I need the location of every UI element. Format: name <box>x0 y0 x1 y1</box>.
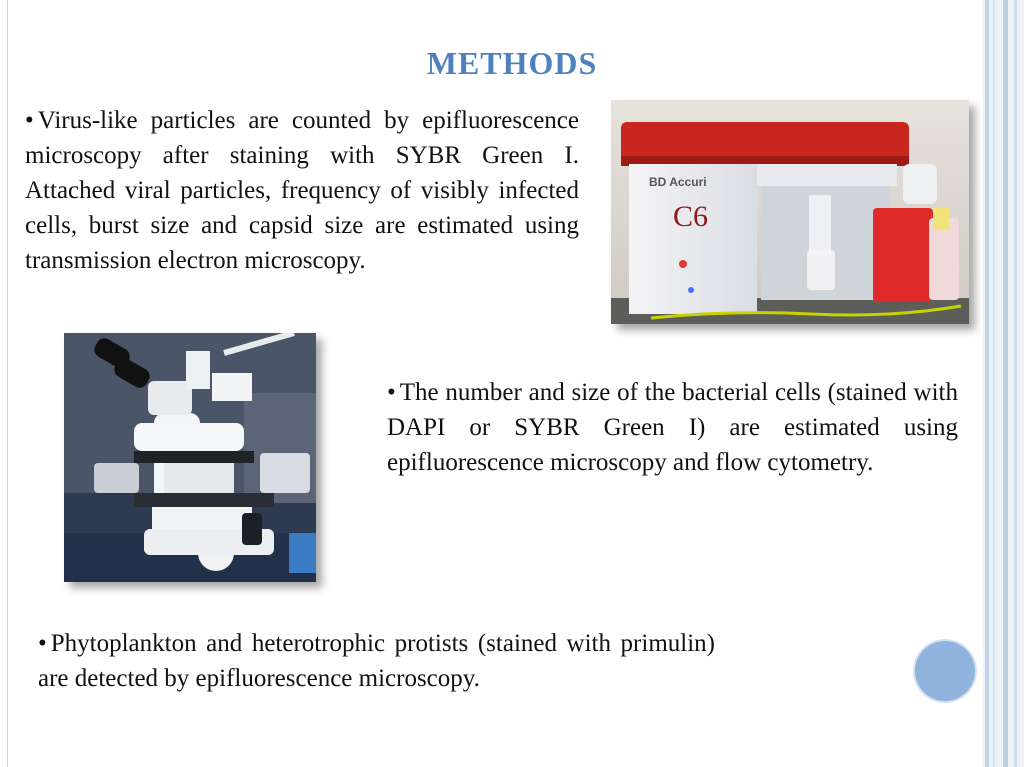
right-frame-line <box>1003 0 1008 767</box>
bullet-marker: • <box>387 379 396 406</box>
bullet-text: Virus-like particles are counted by epifluorescence microscopy after staining with SYBR Green I. Attached viral particles, frequency of visibly infected cells, burst size and capsid size are estimated using transmission electron microscopy. <box>25 107 579 274</box>
left-frame-line <box>7 0 8 767</box>
brand-label: BD Accuri <box>649 175 707 189</box>
microscope-photo <box>64 333 316 582</box>
bullet-bacterial-cells <box>387 375 958 480</box>
decorative-circle <box>915 641 975 701</box>
right-frame-line <box>993 0 995 767</box>
bullet-text: The number and size of the bacterial cells (stained with DAPI or SYBR Green I) are estimated using epifluorescence microscopy and flow cytometry. <box>387 379 958 476</box>
bullet-marker: • <box>25 107 34 134</box>
right-frame-line <box>985 0 989 767</box>
bullet-phytoplankton <box>38 626 715 696</box>
bullet-marker: • <box>38 630 47 657</box>
flow-cytometer-photo <box>611 100 969 324</box>
bullet-virus-particles <box>25 103 579 278</box>
model-label: C6 <box>673 200 709 233</box>
right-frame-line <box>1014 0 1017 767</box>
bullet-text: Phytoplankton and heterotrophic protists (stained with primulin) are detected by epifluorescence microscopy. <box>38 630 715 692</box>
slide-title: METHODS <box>426 45 598 81</box>
